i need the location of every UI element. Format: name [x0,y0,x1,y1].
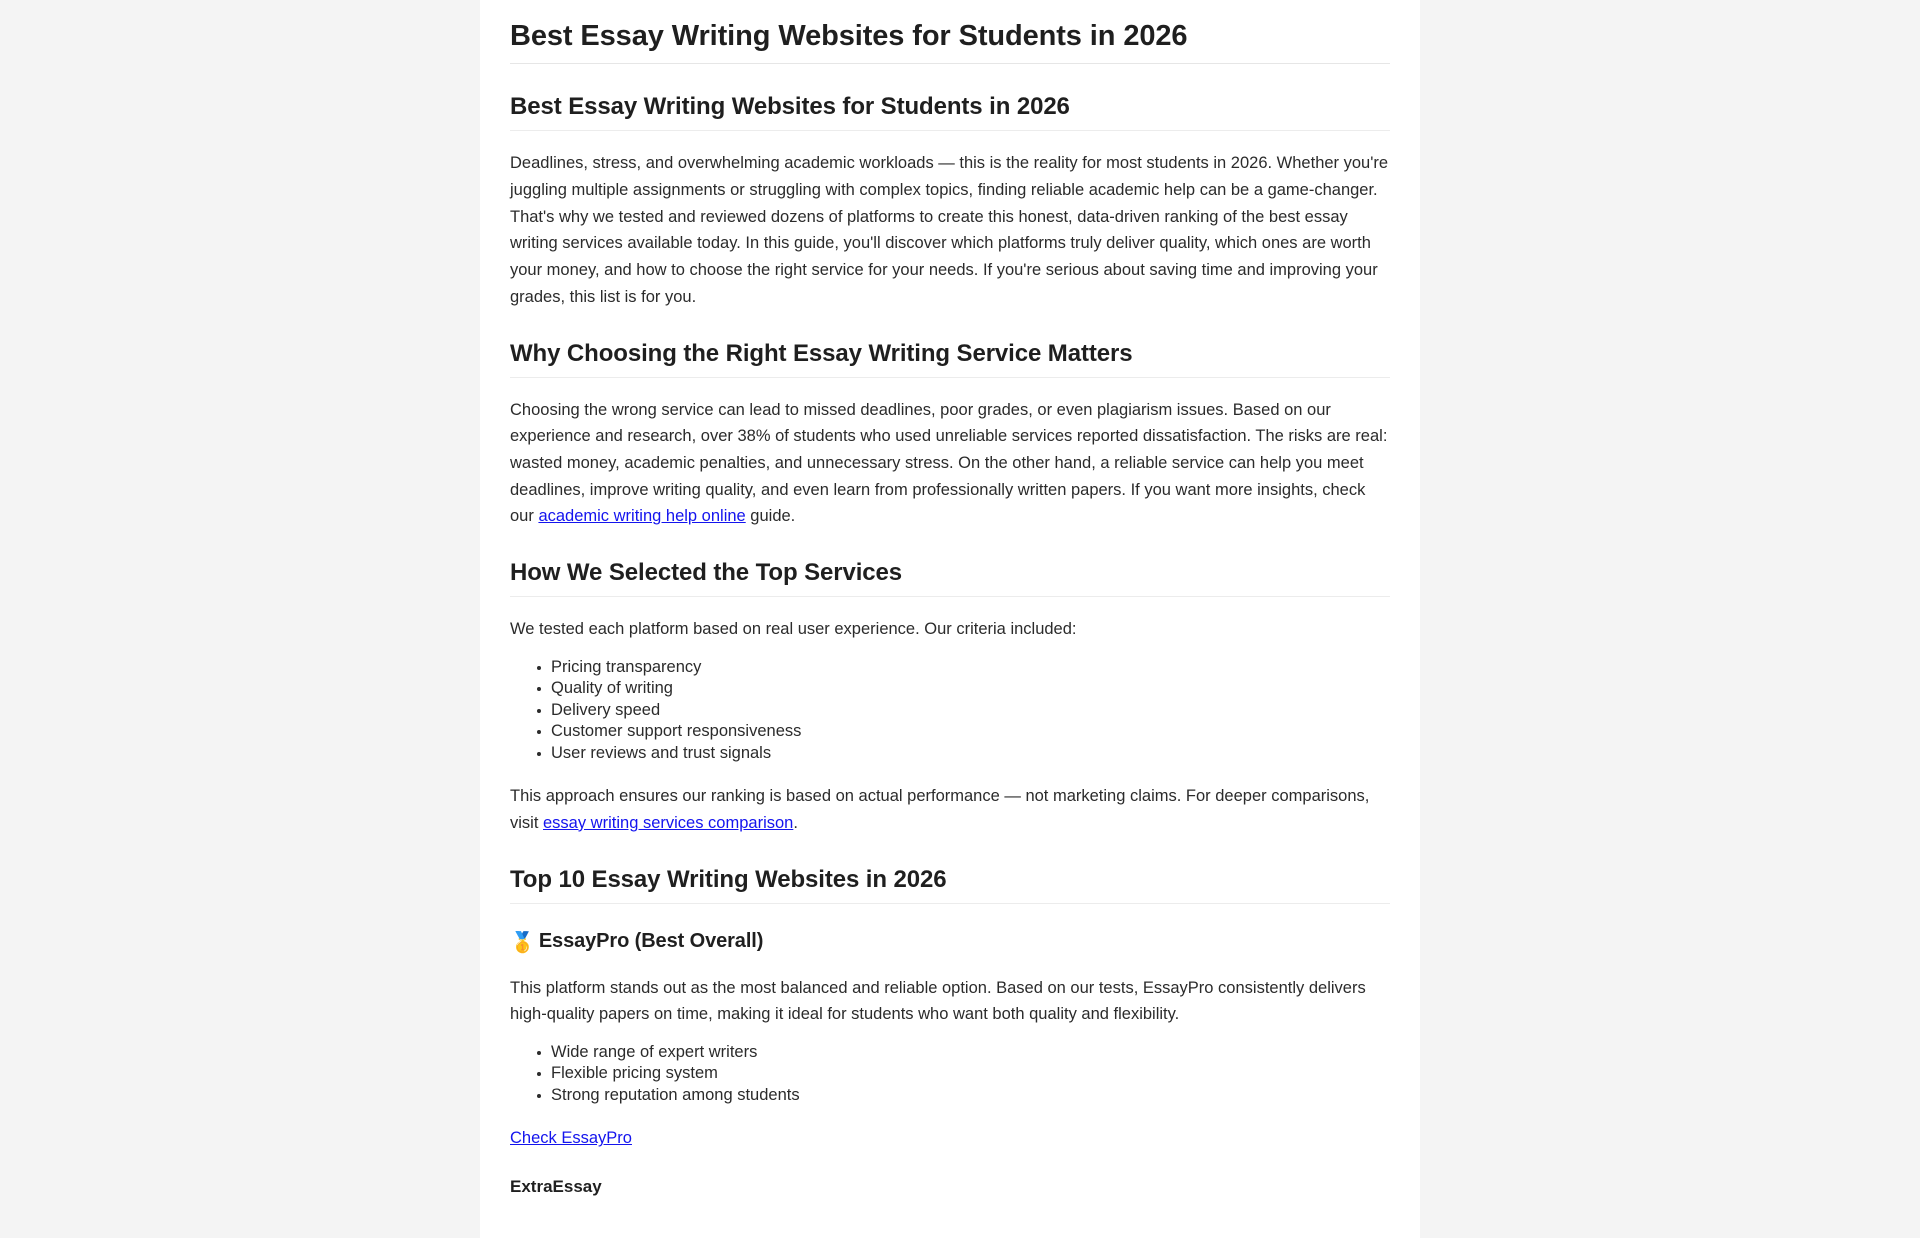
selection-closing-paragraph [510,783,1390,836]
list-item: Quality of writing [551,678,1390,699]
intro-paragraph: Deadlines, stress, and overwhelming academic workloads — this is the reality for most students in 2026. Whether you're juggling multiple assignments or struggling with complex topics, finding reliable academic help can be a game-changer. That's why we tested and reviewed dozens of platforms to create this honest, data-driven ranking of the best essay writing services available today. In this guide, you'll discover which platforms truly deliver quality, which ones are worth your money, and how to choose the right service for your needs. If you're serious about saving time and improving your grades, this list is for you. [510,154,1389,306]
page-title: Best Essay Writing Websites for Students in 2026 [510,18,1390,64]
entry-description-essaypro: This platform stands out as the most balanced and reliable option. Based on our tests, EssayPro consistently delivers high-quality papers on time, making it ideal for students who want both quality and flexibility. [510,978,1366,1024]
article-content-panel [480,0,1420,1238]
essay-writing-services-comparison-link[interactable]: essay writing services comparison [543,813,794,832]
section-heading-top-10: Top 10 Essay Writing Websites in 2026 [510,865,1390,904]
section-heading-intro: Best Essay Writing Websites for Students in 2026 [510,92,1390,131]
gold-medal-icon: 🥇 [510,931,535,954]
selection-criteria-list [510,657,1390,764]
section-heading-how-we-selected: How We Selected the Top Services [510,558,1390,597]
check-essaypro-link[interactable]: Check EssayPro [510,1129,632,1148]
list-item: Wide range of expert writers [551,1042,1390,1063]
list-item: Delivery speed [551,700,1390,721]
why-choosing-paragraph [510,397,1390,531]
entry-features-list-essaypro [510,1042,1390,1106]
selection-intro-paragraph: We tested each platform based on real user experience. Our criteria included: [510,620,1077,639]
selection-closing-text-after-link: . [793,813,798,832]
entry-heading-extraessay: ExtraEssay [510,1176,602,1196]
entry-heading-essaypro [510,928,1390,956]
list-item: Strong reputation among students [551,1085,1390,1106]
list-item: Pricing transparency [551,657,1390,678]
why-paragraph-text-after-link: guide. [745,507,796,526]
entry-name-essaypro: EssayPro (Best Overall) [538,929,764,952]
list-item: Customer support responsiveness [551,721,1390,742]
list-item: Flexible pricing system [551,1063,1390,1084]
list-item: User reviews and trust signals [551,743,1390,764]
selection-closing-text-before-link: This approach ensures our ranking is based on actual performance — not marketing claims. For deeper comparisons, visit [510,787,1370,832]
academic-writing-help-link[interactable]: academic writing help online [538,507,746,526]
section-heading-why-choosing: Why Choosing the Right Essay Writing Service Matters [510,339,1390,378]
why-paragraph-text-before-link: Choosing the wrong service can lead to missed deadlines, poor grades, or even plagiarism issues. Based on our experience and research, over 38% of students who used unreliable services reported dissatisfaction. The risks are real: wasted money, academic penalties, and unnecessary stress. On the other hand, a reliable service can help you meet deadlines, improve writing quality, and even learn from professionally written papers. If you want more insights, check our [510,400,1388,526]
entry-cta-paragraph-essaypro [510,1125,1390,1152]
